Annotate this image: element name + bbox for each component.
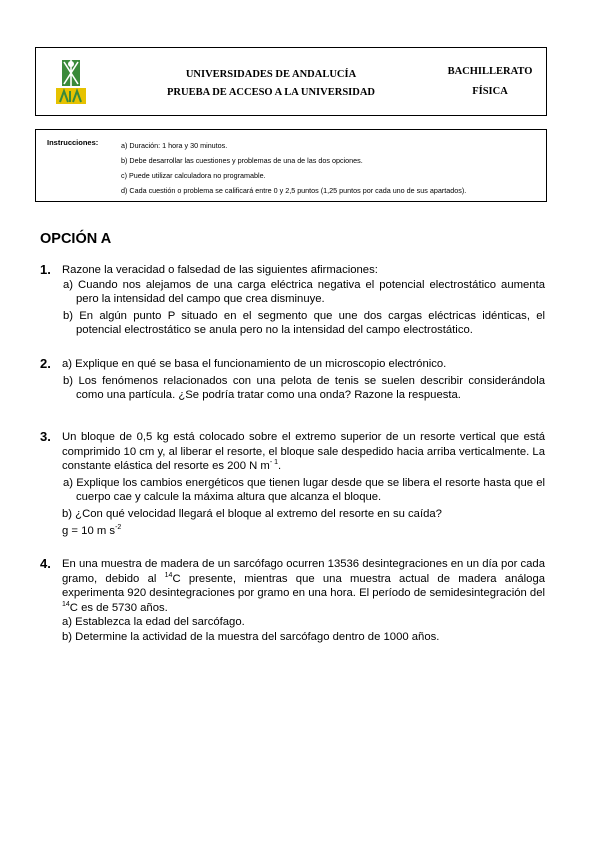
instruction-item: b) Debe desarrollar las cuestiones y problemas de una de las dos opciones. bbox=[121, 156, 363, 165]
question-part-b: b) ¿Con qué velocidad llegará el bloque al extremo del resorte en su caída? bbox=[62, 507, 442, 520]
question-2 bbox=[40, 357, 545, 403]
question-part-b: b) Los fenómenos relacionados con una pelota de tenis se suelen describir considerándola como una partícula. ¿Se podría tratar como una onda? Razone la respuesta. bbox=[63, 374, 545, 402]
header-titles bbox=[131, 66, 411, 102]
question-number: 3. bbox=[40, 429, 51, 444]
stem-part-2: C presente, mientras que una muestra actual de madera análoga experimenta 920 desintegraciones por gramo en una hora. El período de semidesintegración del bbox=[62, 572, 546, 600]
question-number: 2. bbox=[40, 356, 51, 371]
question-part-a: a) Explique en qué se basa el funcionamiento de un microscopio electrónico. bbox=[62, 358, 447, 370]
question-part-b: b) En algún punto P situado en el segmento que une dos cargas eléctricas idénticas, el potencial electrostático se anula pero no la intensidad del campo electrostático. bbox=[63, 309, 545, 337]
question-part-a: a) Explique los cambios energéticos que tienen lugar desde que se libera el resorte hasta que el cuerpo cae y calcule la máxima altura que alcanza el bloque. bbox=[63, 476, 545, 504]
question-number: 1. bbox=[40, 262, 51, 277]
stem-part-3: C es de 5730 años. bbox=[69, 601, 168, 614]
instruction-item: d) Cada cuestión o problema se calificará entre 0 y 2,5 puntos (1,25 puntos por cada uno de sus apartados). bbox=[121, 186, 467, 195]
isotope-mass: 14 bbox=[62, 601, 70, 609]
question-part-a: a) Establezca la edad del sarcófago. bbox=[62, 616, 245, 629]
unit-exponent: - 1 bbox=[269, 459, 279, 467]
question-stem bbox=[62, 557, 545, 615]
instructions-label: Instrucciones: bbox=[47, 138, 99, 147]
instructions-list bbox=[121, 138, 466, 198]
stem-part-1: En una muestra de madera de un sarcófago ocurren 13536 desintegraciones en un día por cada gramo, debido al bbox=[62, 558, 545, 585]
university-name: UNIVERSIDADES DE ANDALUCÍA bbox=[185, 69, 357, 80]
stem-text: Un bloque de 0,5 kg está colocado sobre el extremo superior de un resorte vertical que está comprimido 10 cm y, al liberar el resorte, el bloque sale despedido hacia arriba verticalmente. La constante elástica del resorte es 200 N m bbox=[62, 431, 545, 473]
stem-end: . bbox=[278, 460, 282, 473]
gravity-exponent: -2 bbox=[115, 523, 122, 531]
question-1 bbox=[40, 263, 545, 338]
option-title: OPCIÓN A bbox=[40, 231, 112, 247]
subject-label: FÍSICA bbox=[472, 86, 508, 97]
university-logo bbox=[54, 58, 88, 106]
exam-name: PRUEBA DE ACCESO A LA UNIVERSIDAD bbox=[166, 87, 375, 98]
question-4 bbox=[40, 557, 545, 645]
gravity-value bbox=[62, 524, 545, 539]
question-part-a: a) Cuando nos alejamos de una carga eléctrica negativa el potencial electrostático aumenta pero la intensidad del campo que crea disminuye. bbox=[63, 278, 545, 306]
isotope-mass: 14 bbox=[164, 571, 173, 579]
question-stem: Razone la veracidad o falsedad de las siguientes afirmaciones: bbox=[62, 264, 378, 276]
instruction-item: c) Puede utilizar calculadora no programable. bbox=[121, 171, 266, 180]
gravity-text: g = 10 m s bbox=[62, 524, 116, 537]
header-box bbox=[35, 47, 547, 116]
question-part-b: b) Determine la actividad de la muestra del sarcófago dentro de 1000 años. bbox=[62, 630, 440, 643]
instructions-box bbox=[35, 129, 547, 202]
level-label: BACHILLERATO bbox=[447, 66, 533, 77]
question-number: 4. bbox=[40, 556, 51, 571]
header-subject bbox=[440, 62, 540, 102]
instruction-item: a) Duración: 1 hora y 30 minutos. bbox=[121, 141, 228, 150]
question-stem bbox=[62, 430, 545, 474]
question-3 bbox=[40, 430, 545, 538]
